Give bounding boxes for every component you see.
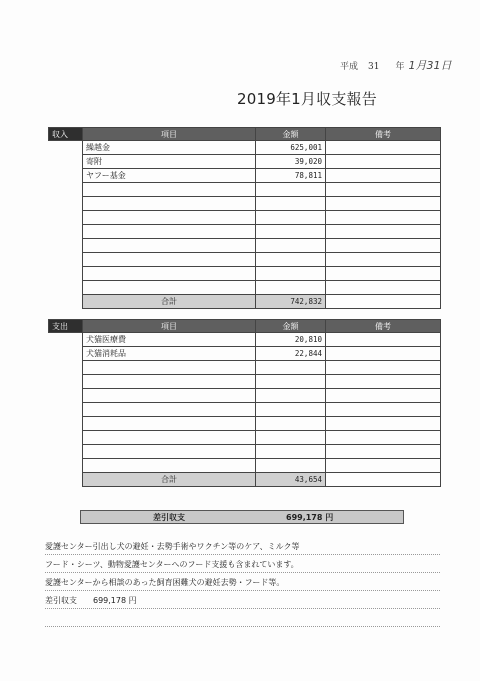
item-cell: [83, 445, 256, 459]
amount-cell: [256, 281, 326, 295]
amount-cell: [256, 225, 326, 239]
table-row: [49, 155, 441, 169]
remarks-cell: [326, 225, 441, 239]
spacer-cell: [49, 211, 83, 225]
spacer-cell: [49, 155, 83, 169]
remarks-cell: [326, 267, 441, 281]
spacer-cell: [49, 431, 83, 445]
item-cell: [83, 225, 256, 239]
spacer-cell: [49, 459, 83, 473]
empty-row: [49, 239, 441, 253]
amount-cell: [256, 361, 326, 375]
spacer-cell: [49, 239, 83, 253]
amount-cell: [256, 389, 326, 403]
table-row: [49, 169, 441, 183]
empty-row: [49, 211, 441, 225]
note-line: 愛護センター引出し犬の避妊・去勢手術やワクチン等のケア、ミルク等: [45, 537, 440, 555]
table-row: [49, 347, 441, 361]
total-row: [49, 295, 441, 309]
item-cell: [83, 239, 256, 253]
remarks-cell: [326, 169, 441, 183]
remarks-cell: [326, 333, 441, 347]
amount-cell: [256, 431, 326, 445]
income-header-row: [49, 128, 441, 141]
empty-row: [49, 183, 441, 197]
expense-table: [48, 319, 441, 487]
spacer-cell: [49, 295, 83, 309]
item-cell: [83, 403, 256, 417]
spacer-cell: [49, 183, 83, 197]
amount-column-header: 金額: [256, 320, 326, 333]
expense-header-row: [49, 320, 441, 333]
item-cell: [83, 211, 256, 225]
empty-row: [49, 459, 441, 473]
notes-section: [45, 537, 440, 627]
income-section-label: 収入: [49, 128, 83, 141]
remarks-cell: [326, 389, 441, 403]
item-cell: [83, 389, 256, 403]
item-cell: [83, 183, 256, 197]
remarks-cell: [326, 417, 441, 431]
empty-row: [49, 389, 441, 403]
year-label: 年: [395, 62, 405, 72]
balance-value: 699,178 円: [286, 513, 334, 522]
remarks-cell: [326, 253, 441, 267]
remarks-cell: [326, 375, 441, 389]
spacer-cell: [49, 169, 83, 183]
total-label: 合計: [83, 295, 256, 309]
table-row: [49, 141, 441, 155]
item-cell: [83, 459, 256, 473]
item-cell: [83, 417, 256, 431]
spacer-cell: [49, 141, 83, 155]
amount-cell: [256, 459, 326, 473]
income-table: [48, 127, 441, 309]
table-row: [49, 333, 441, 347]
remarks-cell: [326, 155, 441, 169]
amount-cell: [256, 445, 326, 459]
remarks-cell: [326, 141, 441, 155]
item-cell: 犬猫医療費: [83, 333, 256, 347]
amount-cell: [256, 267, 326, 281]
item-cell: [83, 431, 256, 445]
remarks-cell: [326, 211, 441, 225]
spacer-cell: [49, 403, 83, 417]
total-amount: 742,832: [256, 295, 326, 309]
amount-cell: 22,844: [256, 347, 326, 361]
total-amount: 43,654: [256, 473, 326, 487]
income-rows: [49, 141, 441, 309]
spacer-cell: [49, 253, 83, 267]
remarks-cell: [326, 361, 441, 375]
empty-row: [49, 361, 441, 375]
spacer-cell: [49, 417, 83, 431]
amount-cell: [256, 211, 326, 225]
empty-row: [49, 403, 441, 417]
empty-row: [49, 417, 441, 431]
expense-section-label: 支出: [49, 320, 83, 333]
remarks-cell: [326, 431, 441, 445]
item-cell: 犬猫消耗品: [83, 347, 256, 361]
amount-cell: 625,001: [256, 141, 326, 155]
remarks-cell: [326, 183, 441, 197]
remarks-column-header: 備考: [326, 320, 441, 333]
amount-cell: [256, 403, 326, 417]
spacer-cell: [49, 375, 83, 389]
empty-row: [49, 375, 441, 389]
balance-label: 差引収支: [153, 513, 185, 522]
report-date: [340, 57, 451, 73]
spacer-cell: [49, 333, 83, 347]
item-cell: 寄附: [83, 155, 256, 169]
spacer-cell: [49, 445, 83, 459]
spacer-cell: [49, 225, 83, 239]
era-year: 31: [368, 62, 380, 72]
note-line: [45, 609, 440, 627]
remarks-cell: [326, 445, 441, 459]
remarks-cell: [326, 473, 441, 487]
spacer-cell: [49, 281, 83, 295]
item-column-header: 項目: [83, 128, 256, 141]
item-cell: [83, 197, 256, 211]
remarks-cell: [326, 347, 441, 361]
spacer-cell: [49, 389, 83, 403]
empty-row: [49, 431, 441, 445]
item-cell: [83, 253, 256, 267]
empty-row: [49, 267, 441, 281]
amount-column-header: 金額: [256, 128, 326, 141]
total-row: [49, 473, 441, 487]
item-cell: [83, 267, 256, 281]
item-cell: ヤフー基金: [83, 169, 256, 183]
amount-cell: 39,020: [256, 155, 326, 169]
remarks-cell: [326, 281, 441, 295]
balance-bar: [80, 510, 404, 524]
note-line: 愛護センターから相談のあった飼育困難犬の避妊去勢・フード等。: [45, 573, 440, 591]
spacer-cell: [49, 347, 83, 361]
remarks-cell: [326, 295, 441, 309]
amount-cell: 78,811: [256, 169, 326, 183]
remarks-cell: [326, 459, 441, 473]
amount-cell: [256, 239, 326, 253]
item-cell: 繰越金: [83, 141, 256, 155]
spacer-cell: [49, 267, 83, 281]
amount-cell: [256, 183, 326, 197]
amount-cell: [256, 417, 326, 431]
amount-cell: 20,810: [256, 333, 326, 347]
note-line: 差引収支 699,178 円: [45, 591, 440, 609]
item-cell: [83, 281, 256, 295]
remarks-cell: [326, 403, 441, 417]
era-label: 平成: [340, 62, 359, 72]
empty-row: [49, 197, 441, 211]
page-title: 2019年1月収支報告: [237, 90, 377, 108]
remarks-cell: [326, 239, 441, 253]
amount-cell: [256, 197, 326, 211]
amount-cell: [256, 375, 326, 389]
expense-rows: [49, 333, 441, 487]
item-column-header: 項目: [83, 320, 256, 333]
handwritten-date: 1月31日: [408, 59, 452, 72]
remarks-column-header: 備考: [326, 128, 441, 141]
spacer-cell: [49, 473, 83, 487]
total-label: 合計: [83, 473, 256, 487]
remarks-cell: [326, 197, 441, 211]
spacer-cell: [49, 197, 83, 211]
spacer-cell: [49, 361, 83, 375]
empty-row: [49, 445, 441, 459]
empty-row: [49, 281, 441, 295]
empty-row: [49, 225, 441, 239]
item-cell: [83, 375, 256, 389]
item-cell: [83, 361, 256, 375]
note-line: フード・シーツ、動物愛護センターへのフード支援も含まれています。: [45, 555, 440, 573]
empty-row: [49, 253, 441, 267]
amount-cell: [256, 253, 326, 267]
